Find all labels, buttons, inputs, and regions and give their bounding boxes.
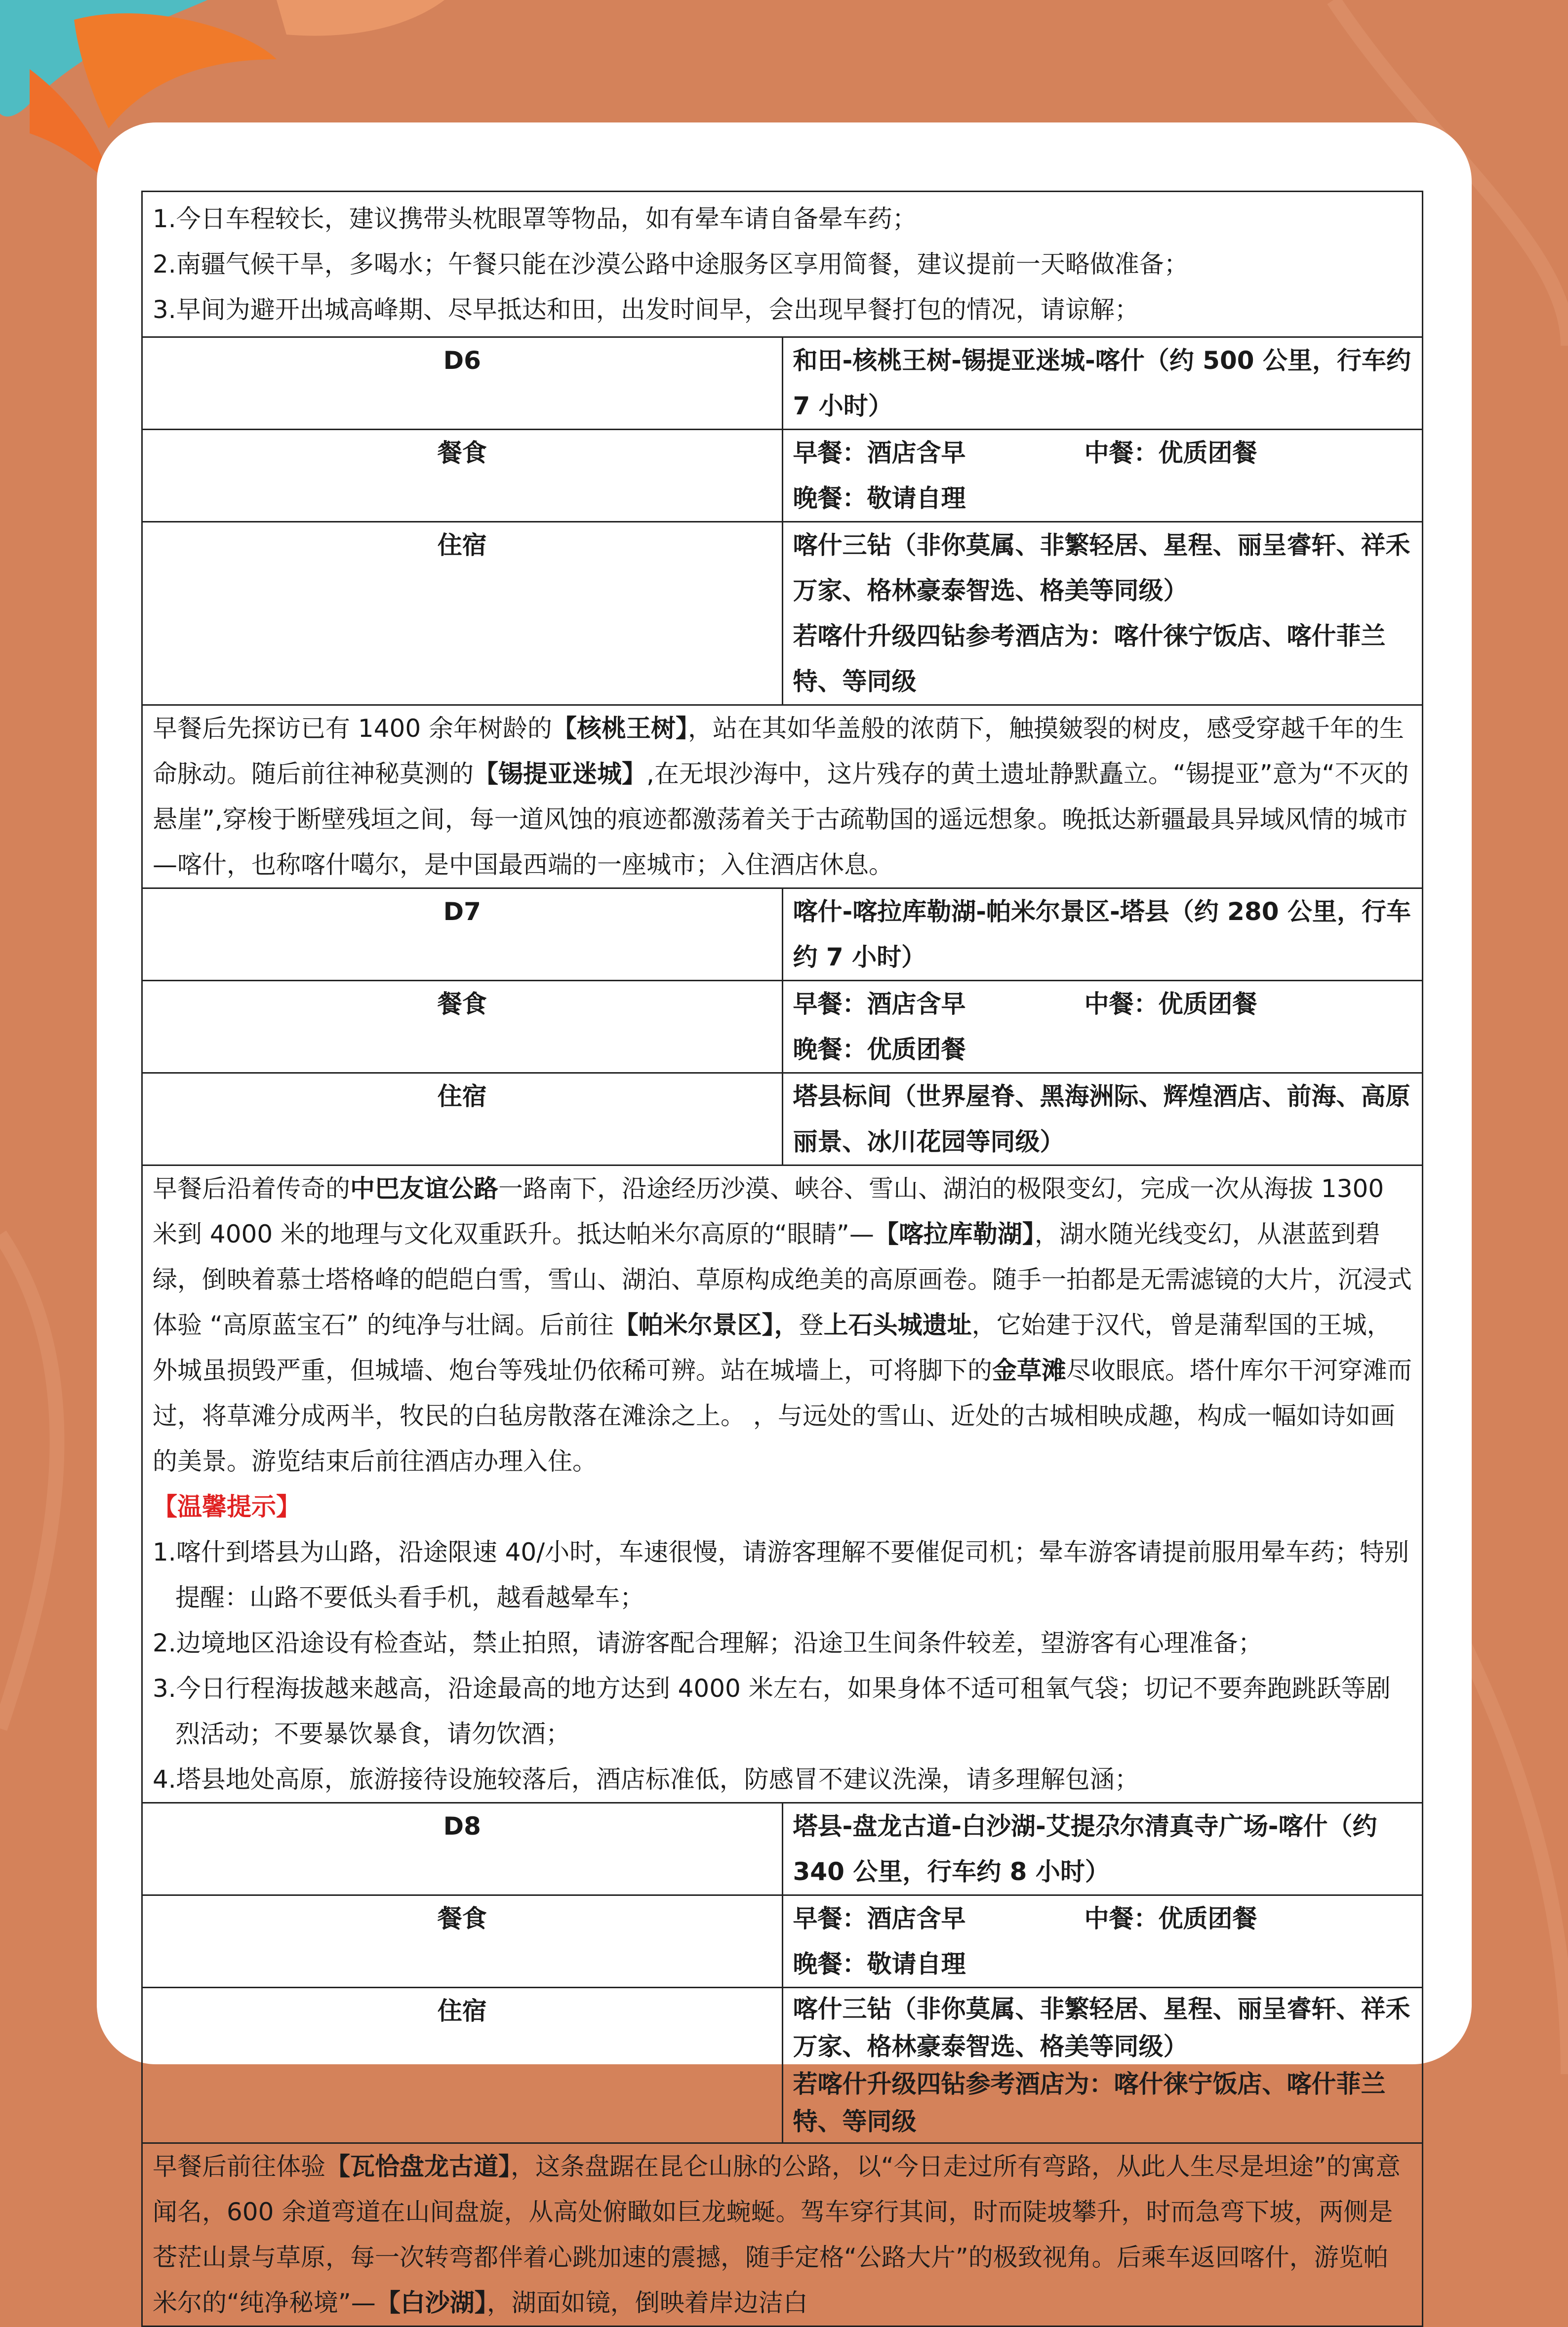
d8-dinner: 晚餐：敬请自理 (793, 1950, 966, 1978)
d7-tip-3: 3.今日行程海拔越来越高，沿途最高的地方达到 4000 米左右，如果身体不适可租氧气袋；切记不要奔跑跳跃等剧烈活动；不要暴饮暴食，请勿饮酒； (153, 1674, 1391, 1748)
d7-text-4: 登 (799, 1311, 824, 1339)
d7-highlight-golden-grassland: 金草滩 (992, 1356, 1066, 1385)
d8-text-3: ，湖面如镜，倒映着岸边洁白 (486, 2288, 808, 2317)
d6-meals-row (142, 430, 1423, 522)
d8-meals (782, 1895, 1423, 1988)
d8-meals-row (142, 1895, 1423, 1988)
d7-description-row (142, 1165, 1423, 1803)
d6-highlight-walnut-king-tree: 【核桃王树】 (552, 714, 688, 743)
light-petal-decoration (277, 0, 444, 36)
d8-hotel-row (142, 1988, 1423, 2143)
intro-tip-3: 3.早间为避开出城高峰期、尽早抵达和田，出发时间早，会出现早餐打包的情况，请谅解； (153, 295, 1139, 324)
intro-tip-2: 2.南疆气候干旱，多喝水；午餐只能在沙漠公路中途服务区享用简餐，建议提前一天略做准备； (153, 250, 1189, 279)
d8-lunch: 中餐：优质团餐 (1084, 1904, 1257, 1933)
d7-hotel-label: 住宿 (142, 1073, 783, 1165)
d7-lunch: 中餐：优质团餐 (1084, 990, 1257, 1018)
d7-highlight-karakorum-highway: 中巴友谊公路 (350, 1174, 498, 1203)
d7-text-3: ，湖水随光线变幻，从湛蓝到碧绿，倒映着慕士塔格峰的皑皑白雪，雪山、湖泊、草原构成绝美的高原画卷。随手一拍都是无需滤镜的大片，沉浸式体验 “高原蓝宝石” 的纯净与壮阔。后前往 (153, 1220, 1412, 1339)
d7-hotel: 塔县标间（世界屋脊、黑海洲际、辉煌酒店、前海、高原丽景、冰川花园等同级） (782, 1073, 1423, 1165)
d6-hotel-line-1: 喀什三钻（非你莫属、非繁轻居、星程、丽呈睿轩、祥禾万家、格林豪泰智选、格美等同级） (793, 531, 1410, 605)
d7-warm-tips-title: 【温馨提示】 (153, 1492, 301, 1521)
d7-highlight-pamir-scenic-area: 【帕米尔景区】， (613, 1311, 799, 1339)
d6-meals-label: 餐食 (142, 430, 783, 522)
d8-description (142, 2143, 1423, 2327)
d8-hotel-line-1: 喀什三钻（非你莫属、非繁轻居、星程、丽呈睿轩、祥禾万家、格林豪泰智选、格美等同级） (793, 1995, 1410, 2061)
d7-tip-1: 1.喀什到塔县为山路，沿途限速 40/小时，车速很慢，请游客理解不要催促司机；晕车游客请提前服用晕车药；特别提醒：山路不要低头看手机，越看越晕车； (153, 1538, 1409, 1612)
d7-description (153, 1166, 1412, 1484)
d8-meals-label: 餐食 (142, 1895, 783, 1988)
d7-meals (782, 981, 1423, 1073)
d8-header-row (142, 1803, 1423, 1895)
d6-meals (782, 430, 1423, 522)
d8-highlight-white-sand-lake: 【白沙湖】 (375, 2288, 487, 2317)
faint-curve-decoration-3 (1457, 1630, 1568, 2074)
d6-breakfast: 早餐：酒店含早 (793, 439, 966, 467)
d8-hotel-line-2: 若喀什升级四钻参考酒店为：喀什徕宁饭店、喀什菲兰特、等同级 (793, 2070, 1386, 2136)
d8-description-row (142, 2143, 1423, 2327)
d8-text-1: 早餐后前往体验 (153, 2152, 325, 2181)
d7-hotel-row (142, 1073, 1423, 1165)
d6-text-1: 早餐后先探访已有 1400 余年树龄的 (153, 714, 553, 743)
d8-breakfast: 早餐：酒店含早 (793, 1904, 966, 1933)
d7-dinner: 晚餐：优质团餐 (793, 1035, 966, 1064)
d6-hotel-row (142, 522, 1423, 705)
d8-hotel (782, 1988, 1423, 2143)
d7-tip-4: 4.塔县地处高原，旅游接待设施较落后，酒店标准低，防感冒不建议洗澡，请多理解包涵； (153, 1765, 1139, 1794)
d6-description-row (142, 705, 1423, 888)
d8-text-2: ，这条盘踞在昆仑山脉的公路，以“今日走过所有弯路，从此人生尽是坦途”的寓意闻名，600 余道弯道在山间盘旋，从高处俯瞰如巨龙蜿蜒。驾车穿行其间，时而陡坡攀升，时而急弯下坡，两侧是苍茫山景与草原，每一次转弯都伴着心跳加速的震撼，随手定格“公路大片”的极致视角。后乘车返回喀什，游览帕米尔的“纯净秘境”— (153, 2152, 1401, 2317)
d7-meals-row (142, 981, 1423, 1073)
d6-hotel-line-2: 若喀什升级四钻参考酒店为：喀什徕宁饭店、喀什菲兰特、等同级 (793, 622, 1386, 696)
d6-dinner: 晚餐：敬请自理 (793, 484, 966, 513)
d8-hotel-label: 住宿 (142, 1988, 783, 2143)
d6-route: 和田-核桃王树-锡提亚迷城-喀什（约 500 公里，行车约 7 小时） (782, 337, 1423, 430)
d7-meals-label: 餐食 (142, 981, 783, 1073)
d6-lunch: 中餐：优质团餐 (1084, 439, 1257, 467)
d6-hotel (782, 522, 1423, 705)
d7-text-2: 一路南下，沿途经历沙漠、峡谷、雪山、湖泊的极限变幻，完成一次从海拔 1300 米到 4000 米的地理与文化双重跃升。抵达帕米尔高原的“眼睛”— (153, 1174, 1384, 1248)
d6-highlight-xitiya-city: 【锡提亚迷城】 (474, 760, 646, 788)
d7-text-6: 尽收眼底。塔什库尔干河穿滩而过，将草滩分成两半，牧民的白毡房散落在滩涂之上。 ，与远处的雪山、近处的古城相映成趣，构成一幅如诗如画的美景。游览结束后前往酒店办理入住。 (153, 1356, 1412, 1476)
d7-tip-2: 2.边境地区沿途设有检查站，禁止拍照，请游客配合理解；沿途卫生间条件较差，望游客有心理准备； (153, 1629, 1263, 1657)
d8-route: 塔县-盘龙古道-白沙湖-艾提尕尔清真寺广场-喀什（约 340 公里，行车约 8 小时） (782, 1803, 1423, 1895)
d6-hotel-label: 住宿 (142, 522, 783, 705)
d7-text-1: 早餐后沿着传奇的 (153, 1174, 350, 1203)
d7-text-5: ，它始建于汉代，曾是蒲犁国的王城，外城虽损毁严重，但城墙、炮台等残址仍依稀可辨。站在城墙上，可将脚下的 (153, 1311, 1392, 1385)
intro-tips-row (142, 192, 1423, 337)
faint-curve-decoration-2 (0, 1235, 57, 1728)
orange-petal-decoration (74, 13, 277, 128)
d6-text-3: ,在无垠沙海中，这片残存的黄土遗址静默矗立。“锡提亚”意为“不灭的悬崖”,穿梭于断壁残垣之间，每一道风蚀的痕迹都激荡着关于古疏勒国的遥远想象。晚抵达新疆最具异域风情的城市—喀什，也称喀什噶尔，是中国最西端的一座城市；入住酒店休息。 (153, 760, 1409, 879)
d7-highlight-stone-city: 上石头城遗址 (823, 1311, 972, 1339)
intro-tip-1: 1.今日车程较长，建议携带头枕眼罩等物品，如有晕车请自备晕车药； (153, 204, 917, 233)
d6-header-row (142, 337, 1423, 430)
d6-description (142, 705, 1423, 888)
d8-day-label: D8 (142, 1803, 783, 1895)
d8-highlight-waqia-panlong-road: 【瓦恰盘龙古道】 (325, 2152, 511, 2181)
d7-route: 喀什-喀拉库勒湖-帕米尔景区-塔县（约 280 公里，行车约 7 小时） (782, 888, 1423, 981)
itinerary-table (141, 191, 1423, 2327)
d7-highlight-karakul-lake: 【喀拉库勒湖】 (874, 1220, 1035, 1248)
d7-breakfast: 早餐：酒店含早 (793, 990, 966, 1018)
d7-day-label: D7 (142, 888, 783, 981)
d7-header-row (142, 888, 1423, 981)
d6-text-2: ，站在其如华盖般的浓荫下，触摸皴裂的树皮，感受穿越千年的生命脉动。随后前往神秘莫测的 (153, 714, 1405, 788)
d6-day-label: D6 (142, 337, 783, 430)
